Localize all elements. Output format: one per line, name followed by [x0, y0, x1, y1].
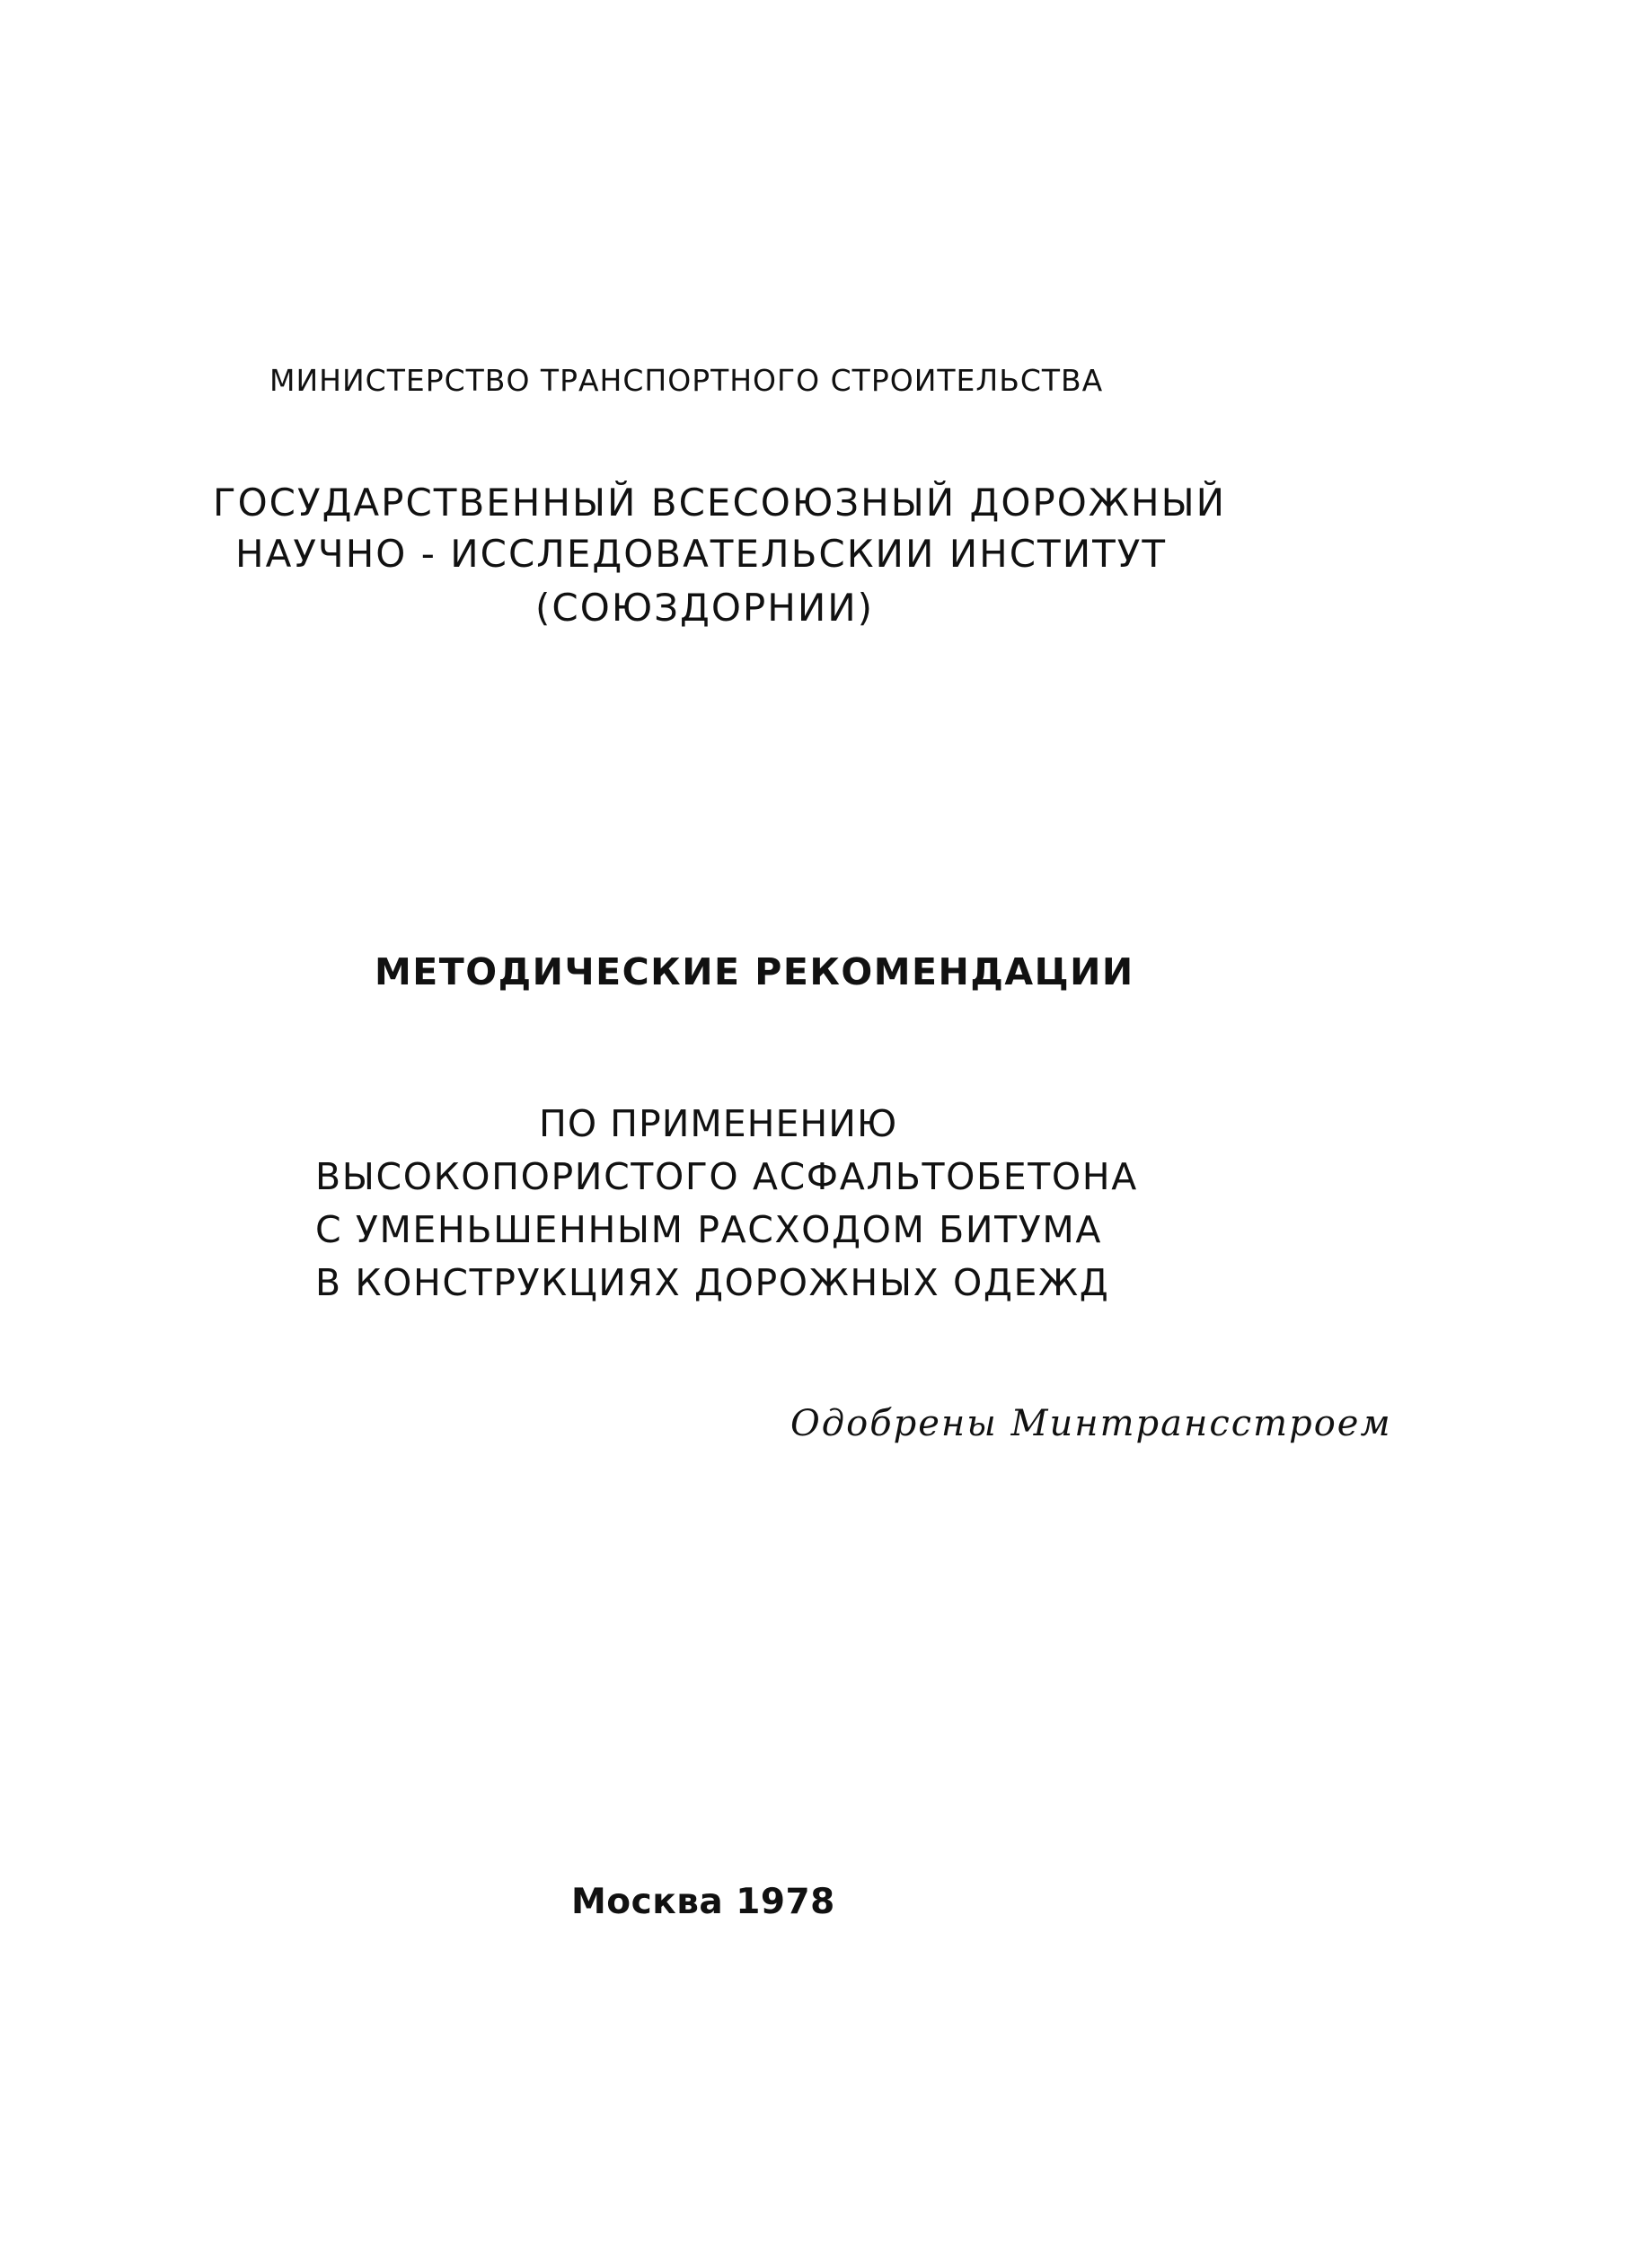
approval-note: Одобрены Минтрансстроем: [790, 1403, 1392, 1444]
title-line-4: В КОНСТРУКЦИЯХ ДОРОЖНЫХ ОДЕЖД: [315, 1261, 1110, 1304]
title-line-3: С УМЕНЬШЕННЫМ РАСХОДОМ БИТУМА: [315, 1208, 1102, 1251]
title-line-1: ПО ПРИМЕНЕНИЮ: [539, 1102, 898, 1145]
imprint-place-year: Москва 1978: [571, 1882, 835, 1922]
ministry-heading: МИНИСТЕРСТВО ТРАНСПОРТНОГО СТРОИТЕЛЬСТВА: [269, 363, 1104, 398]
institute-name-line-1: ГОСУДАРСТВЕННЫЙ ВСЕСОЮЗНЫЙ ДОРОЖНЫЙ: [213, 481, 1227, 525]
institute-abbreviation: (СОЮЗДОРНИИ): [535, 586, 875, 630]
document-type: МЕТОДИЧЕСКИЕ РЕКОМЕНДАЦИИ: [375, 950, 1134, 993]
institute-name-line-2: НАУЧНО - ИССЛЕДОВАТЕЛЬСКИИ ИНСТИТУТ: [235, 532, 1168, 576]
title-line-2: ВЫСОКОПОРИСТОГО АСФАЛЬТОБЕТОНА: [315, 1155, 1138, 1198]
